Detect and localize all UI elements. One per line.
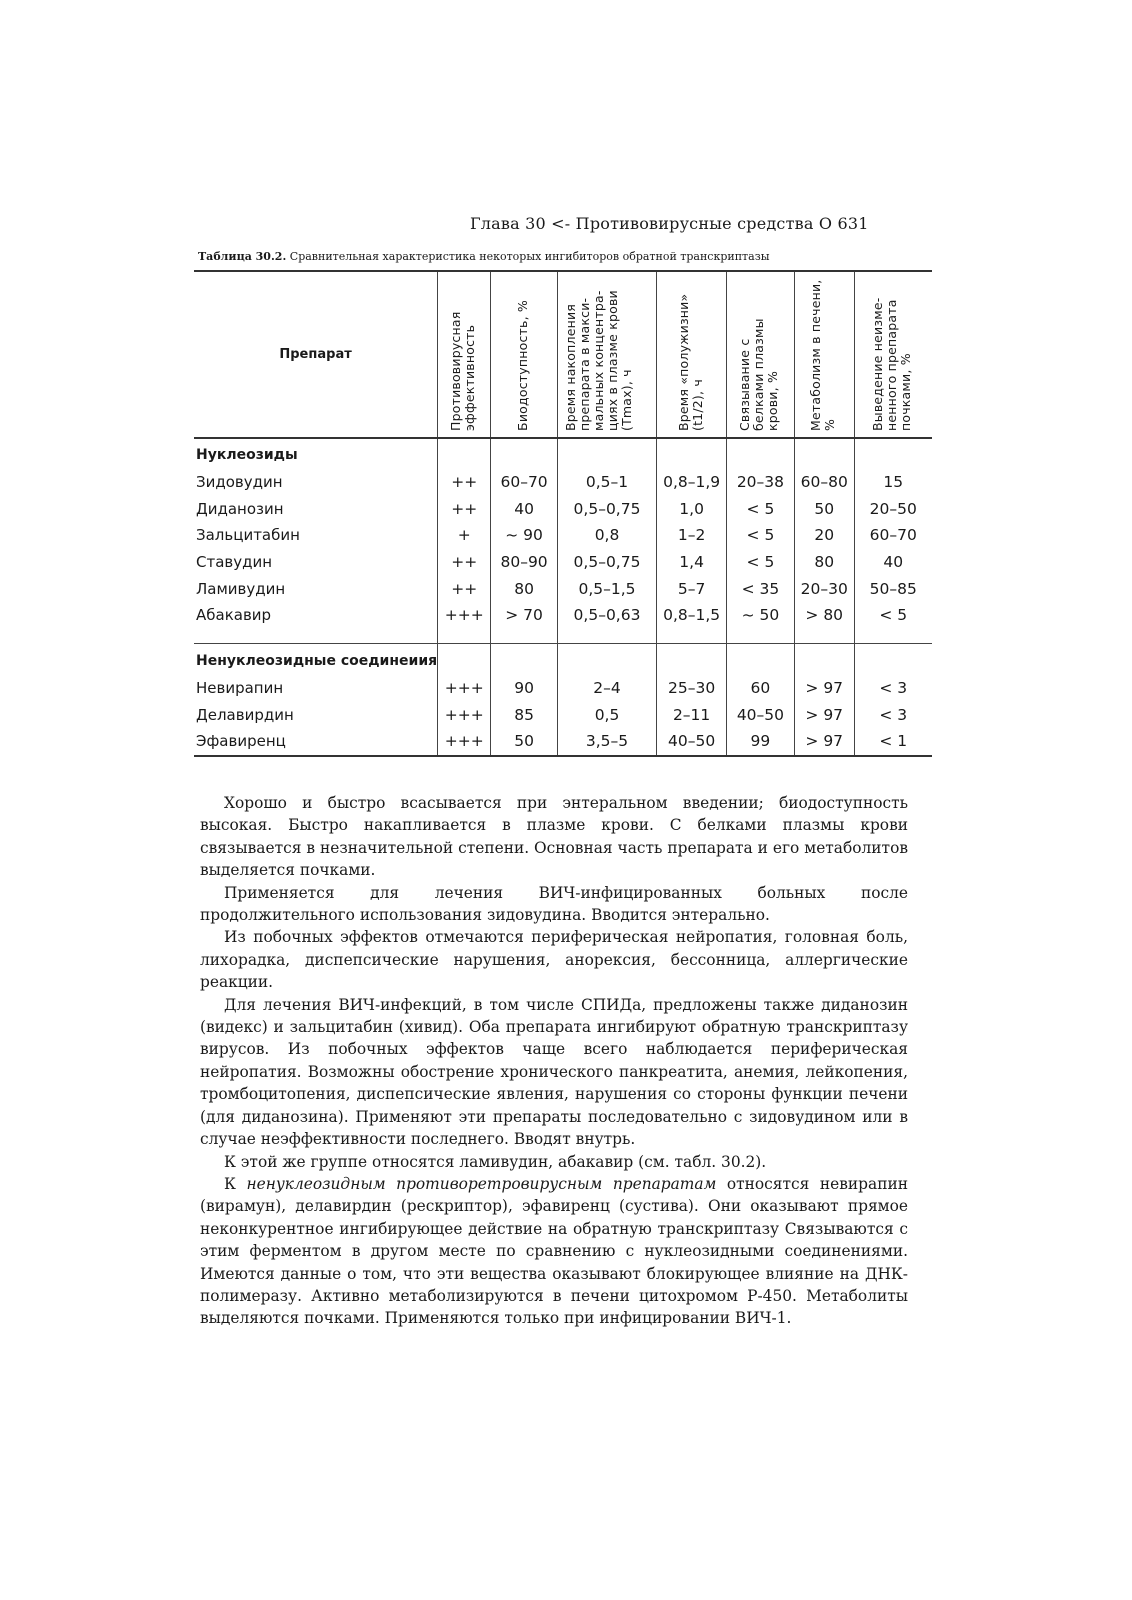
table-cell: 5–7 [657,575,727,602]
table-cell: 0,5–1,5 [557,575,657,602]
table-cell [438,438,491,469]
group-label: Нуклеозиды [196,447,298,464]
table-cell: 0,5–0,63 [557,602,657,629]
running-head: Глава 30 <- Противовирусные средства О 631 [470,214,869,233]
table-cell: < 5 [726,522,794,549]
table-cell [726,629,794,644]
drug-name: Ламивудин [196,579,286,598]
table-cell: 60 [726,675,794,702]
table-cell: 40–50 [657,728,727,756]
table-row [194,575,932,602]
table-row [194,728,932,756]
table-cell: 3,5–5 [557,728,657,756]
table-cell: 0,8–1,9 [657,469,727,496]
table-group-row [194,438,932,469]
table-cell [557,643,657,674]
table-cell: 0,8–1,5 [657,602,727,629]
table-cell: 20–30 [794,575,854,602]
table-cell [657,438,727,469]
table-cell [491,629,557,644]
table-cell [491,643,557,674]
table-cell: 60–70 [854,522,932,549]
table-cell [794,438,854,469]
table-cell: +++ [438,701,491,728]
drug-name: Диданозин [196,499,284,518]
table-cell: 90 [491,675,557,702]
table-header-row [194,271,932,438]
table-cell: 50 [491,728,557,756]
table-cell: 99 [726,728,794,756]
drug-name: Зальцитабин [196,526,300,545]
table-cell: > 80 [794,602,854,629]
header-protein-binding: Связывание с белками плазмы крови, % [726,271,794,438]
table-cell: 60–80 [794,469,854,496]
table-cell: > 97 [794,701,854,728]
paragraph-rest: относятся невирапин (вирамун), делавирдин (рескриптор), эфавиренц (сустива). Они оказывают прямое неконкурентное ингибирующее действие на обратную транскриптазу Связываются с этим ферментом в другом месте по сравнению с нуклеозидными соединениями. Имеются данные о том, что эти вещества оказывают блокирующее влияние на ДНК-полимеразу. Активно метаболизируются в печени цитохромом Р-450. Метаболиты выделяются почками. Применяются только при инфицировании ВИЧ-1. [200,1174,908,1328]
drug-name: Невирапин [196,678,284,697]
drug-name: Абакавир [196,606,272,625]
table-caption-label: Таблица 30.2. [198,250,287,263]
table-cell: 85 [491,701,557,728]
paragraph: Из побочных эффектов отмечаются периферическая нейропатия, головная боль, лихорадка, диспепсические нарушения, анорексия, бессонница, аллергические реакции. [200,928,908,992]
table-cell: 0,5 [557,701,657,728]
header-tmax: Время накопления препарата в макси-мальных концентра-циях в плазме крови (Tmax), ч [557,271,657,438]
table-cell [194,629,438,644]
table-cell: < 3 [854,675,932,702]
table-group-row [194,643,932,674]
table-cell: 0,5–0,75 [557,495,657,522]
group-label: Ненуклеозидные соединеиия [194,643,438,674]
header-renal-excretion: Выведение неизме-ненного препарата почками, % [854,271,932,438]
spacer-row [194,629,932,644]
table-cell: +++ [438,675,491,702]
table-cell: < 5 [726,549,794,576]
table-cell: 20 [794,522,854,549]
table-cell [794,643,854,674]
table-cell [794,629,854,644]
paragraph: К этой же группе относятся ламивудин, абакавир (см. табл. 30.2). [224,1152,767,1171]
table-cell: < 5 [854,602,932,629]
paragraph [200,1173,908,1330]
table-cell [491,438,557,469]
table-cell [854,629,932,644]
table-cell [557,438,657,469]
table-cell [657,629,727,644]
table-cell: 0,8 [557,522,657,549]
table-cell: < 35 [726,575,794,602]
table-cell: 1,0 [657,495,727,522]
drug-name: Эфавиренц [194,728,438,756]
paragraph: Для лечения ВИЧ-инфекций, в том числе СПИДа, предложены также диданозин (видекс) и зальцитабин (хивид). Оба препарата ингибируют обратную транскриптазу вирусов. Из побочных эффектов чаще всего наблюдается периферическая нейропатия. Возможны обострение хронического панкреатита, анемия, лейкопения, тромбоцитопения, диспепсические явления, нарушения со стороны функции печени (для диданозина). Применяют эти препараты последовательно с зидовудином или в случае неэффективности последнего. Вводят внутрь. [200,995,908,1149]
table-cell: > 97 [794,728,854,756]
table-cell [557,629,657,644]
paragraph-lead: К [224,1174,236,1193]
header-drug: Препарат [194,271,438,438]
table-cell [657,643,727,674]
table-cell [854,643,932,674]
paragraph-italic: ненуклеозидным противоретровирусным препаратам [246,1174,717,1193]
table-row [194,701,932,728]
table-cell: > 97 [794,675,854,702]
table-cell [854,438,932,469]
table-cell: ++ [438,549,491,576]
table-cell: 50–85 [854,575,932,602]
table-cell: ~ 50 [726,602,794,629]
table-cell: 40 [854,549,932,576]
drug-comparison-table [194,270,932,757]
table-cell: +++ [438,602,491,629]
header-bioavailability: Биодоступность, % [491,271,557,438]
table-cell: 50 [794,495,854,522]
body-text [200,792,908,1330]
table-row [194,469,932,496]
table-cell: < 1 [854,728,932,756]
drug-name: Зидовудин [196,473,283,492]
table-cell: 0,5–0,75 [557,549,657,576]
table-row [194,675,932,702]
table-cell: 1,4 [657,549,727,576]
table-cell: ~ 90 [491,522,557,549]
table-row [194,549,932,576]
table-row [194,602,932,629]
table-cell: < 5 [726,495,794,522]
table-row [194,522,932,549]
table-cell: > 70 [491,602,557,629]
table-cell: < 3 [854,701,932,728]
table-cell: ++ [438,575,491,602]
table-cell: 20–50 [854,495,932,522]
table-cell: ++ [438,469,491,496]
table-cell: 40 [491,495,557,522]
header-liver-metabolism: Метаболизм в печени, % [794,271,854,438]
table-cell: 80 [794,549,854,576]
table-caption [198,250,769,263]
table-cell: 15 [854,469,932,496]
header-half-life: Время «полужизни» (t1/2), ч [657,271,727,438]
table-cell: 80 [491,575,557,602]
table-cell [438,629,491,644]
drug-name: Ставудин [196,553,273,572]
paragraph: Хорошо и быстро всасывается при энтеральном введении; биодоступность высокая. Быстро накапливается в плазме крови. С белками плазмы крови связывается в незначительной степени. Основная часть препарата и его метаболитов выделяется почками. [200,794,908,880]
table-cell: 80–90 [491,549,557,576]
table-cell [438,643,491,674]
table-row [194,495,932,522]
table-cell: + [438,522,491,549]
paragraph: Применяется для лечения ВИЧ-инфицированных больных после продолжительного использования зидовудина. Вводится энтерально. [200,883,908,925]
table-cell: +++ [438,728,491,756]
table-cell: 25–30 [657,675,727,702]
table-cell: 0,5–1 [557,469,657,496]
table-cell [726,643,794,674]
table-caption-text: Сравнительная характеристика некоторых ингибиторов обратной транскриптазы [289,250,770,263]
drug-name: Делавирдин [196,705,294,724]
table-cell: 40–50 [726,701,794,728]
table-cell [726,438,794,469]
table-cell: 2–11 [657,701,727,728]
table-cell: 1–2 [657,522,727,549]
table-cell: 20–38 [726,469,794,496]
table-cell: 60–70 [491,469,557,496]
table-cell: 2–4 [557,675,657,702]
header-efficacy: Противовирусная эффективность [438,271,491,438]
table-cell: ++ [438,495,491,522]
